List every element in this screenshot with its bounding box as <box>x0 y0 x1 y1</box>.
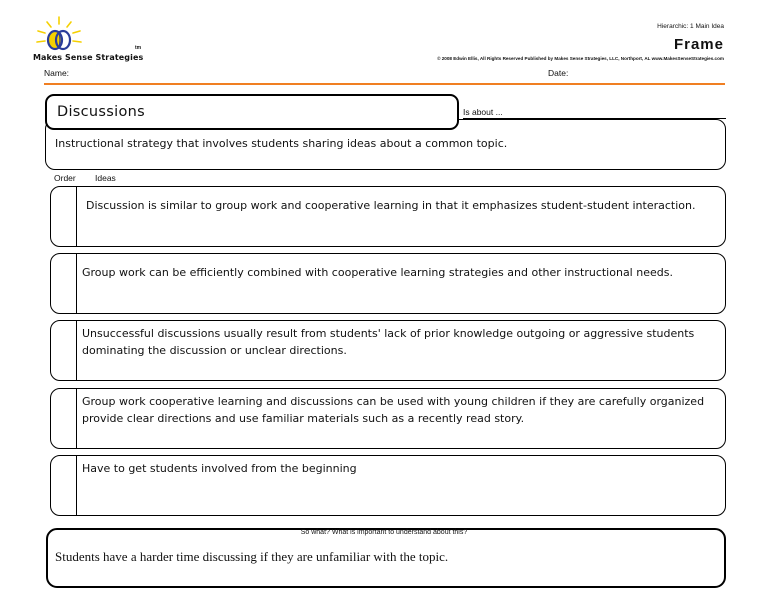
header-divider <box>44 83 725 85</box>
order-column-label: Order <box>54 173 76 183</box>
so-what-label: So what? What is important to understand about this? <box>300 529 468 536</box>
so-what-text: Students have a harder time discussing if they are unfamiliar with the topic. <box>55 549 449 564</box>
idea-row <box>50 186 726 247</box>
date-label: Date: <box>548 68 569 78</box>
idea-text: Discussion is similar to group work and cooperative learning in that it emphasizes student-student interaction. <box>86 199 696 212</box>
order-divider <box>76 389 77 448</box>
order-divider <box>76 187 77 246</box>
order-divider <box>76 456 77 515</box>
logo-sun-icon <box>32 14 92 54</box>
is-about-label: Is about ... <box>463 107 726 119</box>
topic-description: Instructional strategy that involves students sharing ideas about a common topic. <box>55 137 508 150</box>
brand-logo <box>32 14 92 54</box>
copyright-line: © 2008 Edwin Ellis, All Rights Reserved Published by Makes Sense Strategies, LLC, Northport, AL www.MakesSenseStrategies.com <box>437 56 724 61</box>
trademark-mark: tm <box>135 45 142 51</box>
so-what-box <box>46 528 726 588</box>
idea-text: Unsuccessful discussions usually result from students' lack of prior knowledge outgoing or aggressive students dominating the discussion or unclear directions. <box>82 327 695 357</box>
ideas-column-label: Ideas <box>95 173 116 183</box>
idea-text: Group work can be efficiently combined with cooperative learning strategies and other instructional needs. <box>82 266 673 279</box>
order-divider <box>76 254 77 313</box>
hierarchic-label: Hierarchic: 1 Main Idea <box>657 23 724 30</box>
name-label: Name: <box>44 68 70 78</box>
idea-row <box>50 320 726 381</box>
frame-title: Frame <box>673 36 724 53</box>
topic-title: Discussions <box>57 104 145 120</box>
brand-name: Makes Sense Strategies <box>33 53 144 62</box>
idea-text: Have to get students involved from the beginning <box>82 462 357 475</box>
order-divider <box>76 321 77 380</box>
topic-box <box>45 94 459 130</box>
idea-row <box>50 388 726 449</box>
idea-text: Group work cooperative learning and discussions can be used with young children if they are carefully organized provide clear directions and use familiar materials such as a recently read story. <box>82 395 705 425</box>
idea-row <box>50 253 726 314</box>
idea-row <box>50 455 726 516</box>
